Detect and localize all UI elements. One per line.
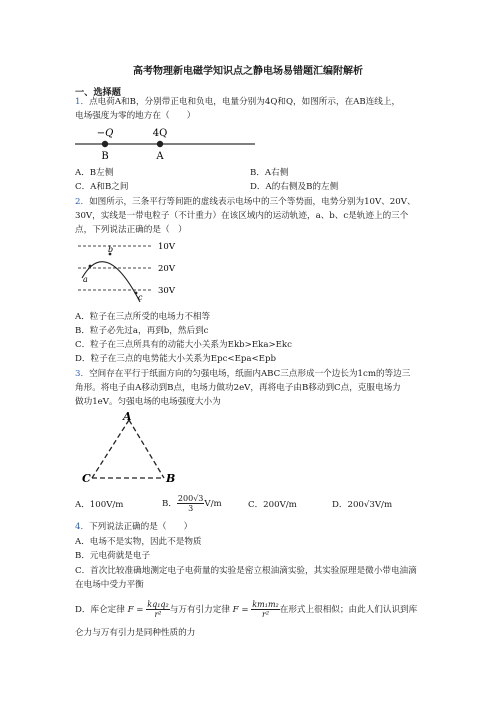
q1-stem bbox=[75, 97, 400, 108]
q4-number: 4． bbox=[75, 522, 90, 532]
section-heading: 一、选择题 bbox=[75, 87, 121, 98]
q1-option-b[interactable]: B．A右侧 bbox=[250, 168, 289, 178]
q3-option-d-label: D． bbox=[332, 500, 348, 510]
q2-stem-line2: 30V，实线是一带电粒子（不计重力）在该区域内的运动轨迹，a、b、c是轨迹上的三个 bbox=[75, 211, 409, 221]
q1-number: 1． bbox=[75, 97, 90, 107]
q1-fig-label-b: B bbox=[101, 151, 109, 162]
q1-option-a[interactable]: A．B左侧 bbox=[75, 168, 114, 178]
q4-d-gravity-num: km₁m₂ bbox=[252, 600, 279, 609]
q4-option-d-cont: 仑力与万有引力是同种性质的力 bbox=[75, 628, 196, 638]
q2-stem-line3: 点，下列说法正确的是（ ） bbox=[75, 225, 187, 235]
q3-option-b-unit: V/m bbox=[204, 499, 222, 509]
q2-fig-point-a: a bbox=[83, 275, 88, 284]
q4-text: 下列说法正确的是（ ） bbox=[89, 522, 193, 532]
q1-text: 点电荷A和B，分别带正电和负电，电量分别为4Q和Q，如图所示，在AB连线上， bbox=[89, 97, 401, 107]
q1-figure bbox=[75, 126, 255, 162]
q3-fig-vertex-b: B bbox=[166, 472, 176, 485]
q4-d-tail: 在形式上很相似；由此人们认识到库 bbox=[279, 605, 418, 615]
q4-d-coulomb-fraction bbox=[146, 600, 170, 619]
q2-text: 如图所示，三条平行等间距的虚线表示电场中的三个等势面，电势分别为10V、20V、 bbox=[89, 197, 416, 207]
q3-option-d[interactable] bbox=[332, 500, 392, 511]
q3-option-d-value: 200√3 bbox=[347, 500, 375, 510]
q3-stem-line2: 角形。将电子由A移动到B点，电场力做功2eV，再将电子由B移动到C点，克服电场力 bbox=[75, 383, 401, 393]
q3-stem bbox=[75, 369, 410, 380]
q3-number: 3． bbox=[75, 369, 90, 379]
q2-option-d[interactable]: D．粒子在三点的电势能大小关系为Epc<Epa<Epb bbox=[75, 354, 276, 364]
q4-d-gravity-den: r² bbox=[262, 610, 270, 619]
q1-fig-label-a: A bbox=[156, 151, 164, 162]
charge-a-dot bbox=[157, 141, 163, 147]
q4-d-label: D．库仑定律 bbox=[75, 605, 125, 615]
q4-d-coulomb-den: r² bbox=[154, 610, 162, 619]
q2-number: 2． bbox=[75, 197, 90, 207]
q1-fig-charge-b: −Q bbox=[96, 128, 114, 139]
q2-fig-point-b: b bbox=[108, 245, 114, 254]
q2-option-c[interactable]: C．粒子在三点所具有的动能大小关系为Ekb>Eka>Ekc bbox=[75, 340, 292, 350]
q3-option-c[interactable]: C．200V/m bbox=[248, 500, 297, 510]
page-title: 高考物理新电磁学知识点之静电场易错题汇编附解析 bbox=[133, 66, 363, 77]
q1-option-c[interactable]: C．A和B之间 bbox=[75, 182, 129, 192]
q2-figure bbox=[78, 238, 188, 306]
q4-d-gravity-fraction bbox=[251, 600, 279, 619]
q4-d-f2: F = bbox=[232, 605, 249, 615]
q4-stem bbox=[75, 522, 192, 533]
q2-option-b[interactable]: B．粒子必先过a，再到b，然后到c bbox=[75, 326, 209, 336]
q3-option-b[interactable] bbox=[162, 494, 222, 513]
q1-option-d[interactable]: D．A的右侧及B的左侧 bbox=[250, 182, 339, 192]
charge-b-dot bbox=[102, 141, 108, 147]
q3-fig-vertex-a: A bbox=[123, 410, 132, 423]
q4-d-mid: 与万有引力定律 bbox=[169, 605, 230, 615]
q4-option-c-cont: 在电场中受力平衡 bbox=[75, 580, 144, 590]
q3-option-b-fraction bbox=[177, 494, 204, 513]
q4-d-coulomb-num: kq₁q₂ bbox=[147, 600, 169, 609]
q1-fig-charge-a: 4Q bbox=[152, 128, 168, 139]
q4-option-d[interactable] bbox=[75, 600, 417, 619]
q4-d-f1: F = bbox=[127, 605, 144, 615]
q3-fig-vertex-c: C bbox=[82, 472, 91, 485]
q2-fig-10v: 10V bbox=[158, 242, 175, 252]
q2-fig-point-c: c bbox=[138, 293, 143, 302]
q3-option-b-denominator: 3 bbox=[188, 504, 194, 513]
q3-stem-line3: 做功1eV。匀强电场的电场强度大小为 bbox=[75, 397, 221, 407]
q3-option-b-label: B． bbox=[162, 499, 177, 509]
q3-figure bbox=[80, 412, 180, 484]
q4-option-a[interactable]: A．电场不是实物，因此不是物质 bbox=[75, 537, 202, 547]
q1-stem-line2: 电场强度为零的地方在（ ） bbox=[75, 111, 196, 121]
q3-text: 空间存在平行于纸面方向的匀强电场，纸面内ABC三点形成一个边长为1cm的等边三 bbox=[89, 369, 411, 379]
q3-option-b-numerator: 200√3 bbox=[177, 494, 204, 503]
q3-option-d-unit: V/m bbox=[374, 500, 393, 510]
q4-option-b[interactable]: B．元电荷就是电子 bbox=[75, 551, 151, 561]
q4-option-c[interactable]: C．首次比较准确地测定电子电荷量的实验是密立根油滴实验，其实验原理是微小带电油滴 bbox=[75, 566, 417, 576]
q3-option-a[interactable]: A．100V/m bbox=[75, 500, 124, 510]
q2-stem bbox=[75, 197, 416, 208]
q2-fig-20v: 20V bbox=[158, 264, 175, 274]
q2-fig-30v: 30V bbox=[158, 286, 175, 296]
q2-option-a[interactable]: A．粒子在三点所受的电场力不相等 bbox=[75, 312, 211, 322]
